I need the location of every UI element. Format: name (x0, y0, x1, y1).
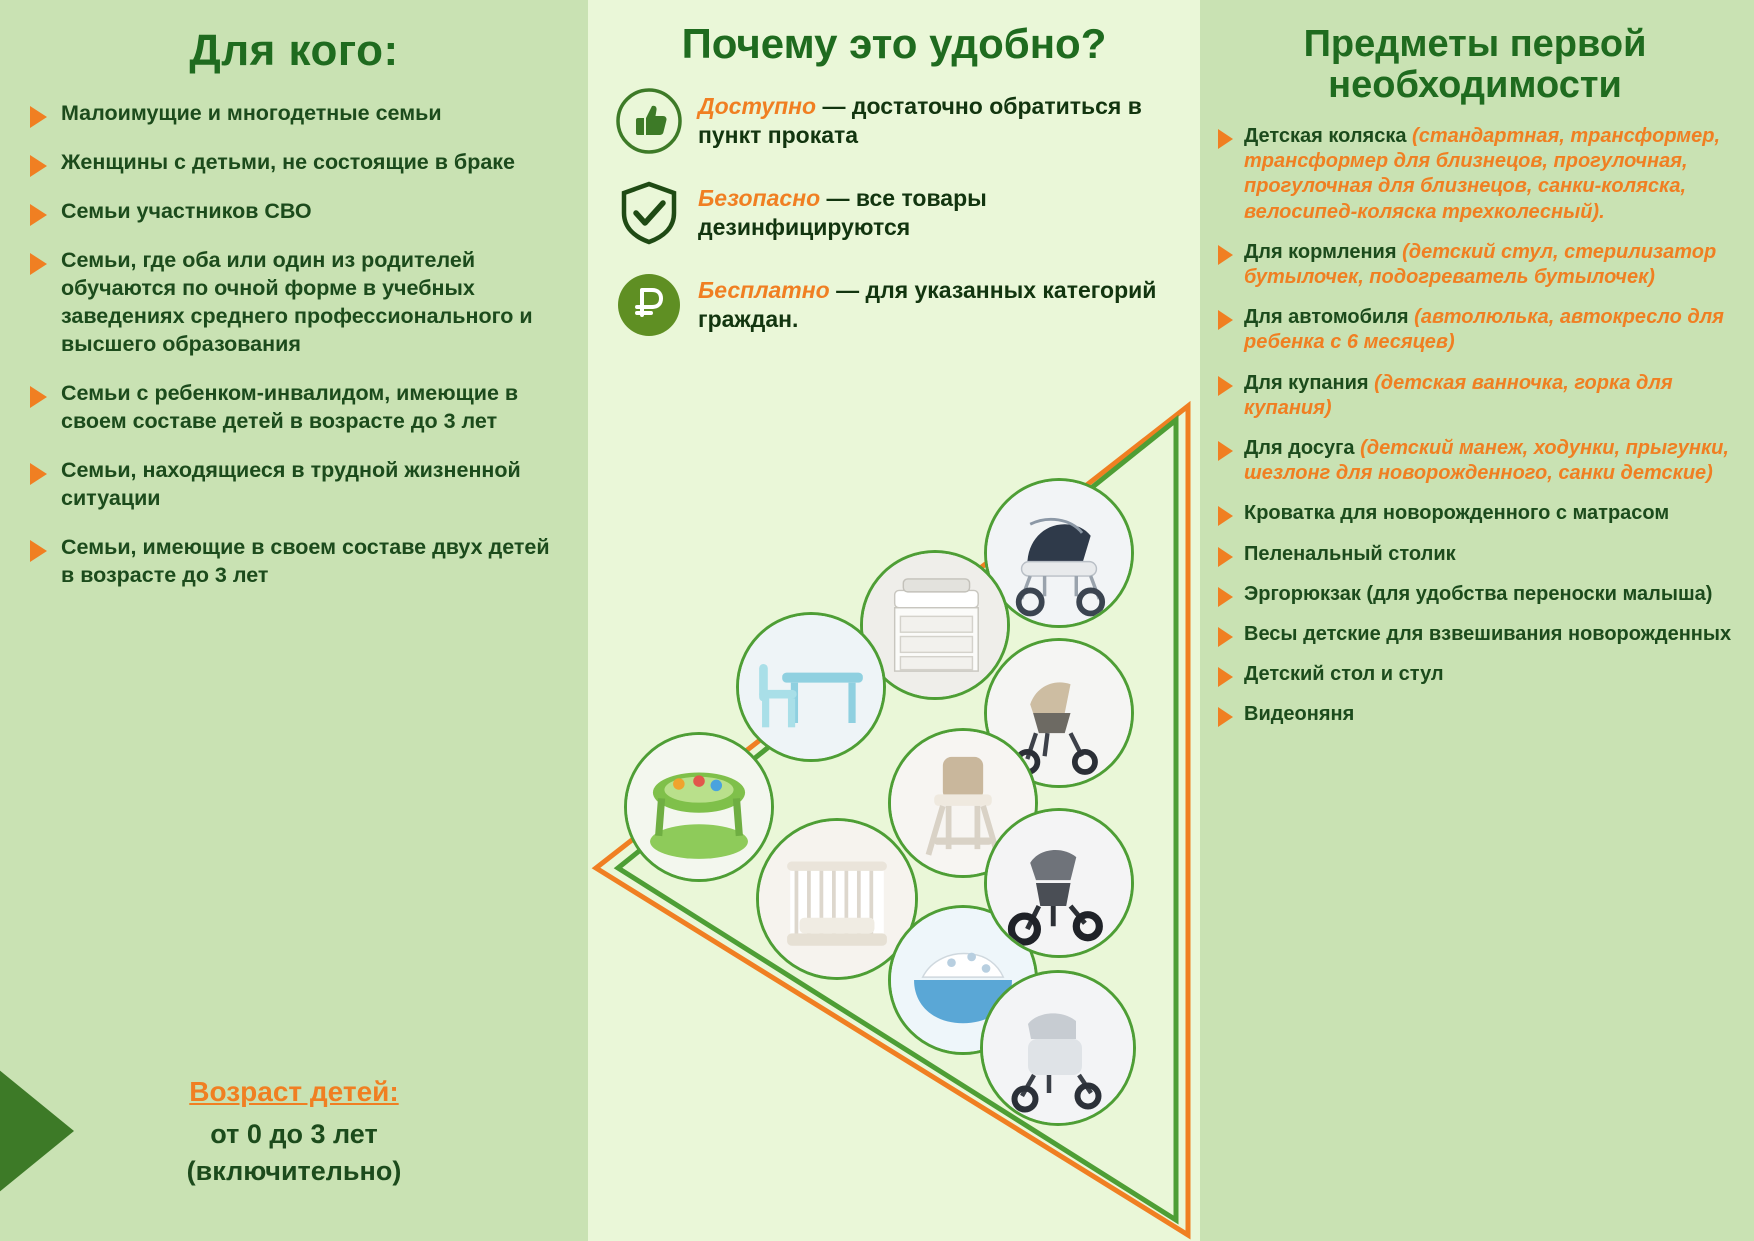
right-panel-title: Предметы первой необходимости (1303, 23, 1647, 107)
list-item-label: Семьи, находящиеся в трудной жизненной ситуации (61, 457, 521, 510)
list-item (30, 198, 558, 226)
list-item-label: Семьи, имеющие в своем составе двух детей в возрасте до 3 лет (61, 534, 550, 587)
arrow-bullet-icon (30, 540, 47, 562)
item-main: Для автомобиля (1244, 306, 1415, 329)
arrow-bullet-icon (1218, 667, 1233, 687)
product-photo-collage (588, 400, 1200, 1241)
item-text (1244, 622, 1731, 647)
item-text (1244, 582, 1712, 607)
arrow-bullet-icon (1218, 627, 1233, 647)
right-panel (1200, 0, 1754, 1241)
item-main: Для досуга (1244, 436, 1361, 459)
item-main: Эргорюкзак (для удобства переноски малыша) (1244, 582, 1713, 605)
age-callout-title: Возраст детей: (189, 1076, 399, 1108)
list-item-label: Семьи с ребенком-инвалидом, имеющие в своем составе детей в возрасте до 3 лет (61, 380, 519, 433)
left-panel-title: Для кого: (189, 26, 399, 75)
age-callout (0, 1076, 588, 1189)
list-item (1218, 542, 1732, 567)
item-main: Детский стол и стул (1244, 663, 1444, 686)
arrow-bullet-icon (1218, 506, 1233, 526)
item-text (1244, 240, 1732, 290)
benefit-keyword: Доступно (698, 93, 817, 120)
list-item-label: Малоимущие и многодетные семьи (61, 101, 442, 126)
arrow-bullet-icon (1218, 547, 1233, 567)
arrow-bullet-icon (1218, 707, 1233, 727)
list-item-label: Семьи, где оба или один из родителей обучаются по очной форме в учебных заведениях среднего профессионального и высшего образования (61, 248, 533, 356)
item-detail: (детская ванночка, горка для купания) (1244, 371, 1673, 419)
item-text (1244, 501, 1669, 526)
item-main: Весы детские для взвешивания новорожденных (1244, 622, 1732, 645)
list-item (1218, 582, 1732, 607)
item-detail: (детский манеж, ходунки, прыгунки, шезлонг для новорожденного, санки детские) (1244, 436, 1729, 485)
benefit-keyword: Бесплатно (698, 277, 830, 304)
arrow-bullet-icon (30, 463, 47, 485)
arrow-bullet-icon (1218, 310, 1233, 330)
arrow-bullet-icon (1218, 441, 1233, 461)
tricycle-photo (984, 808, 1134, 958)
list-item-label: Семьи участников СВО (61, 199, 312, 224)
benefit-body: достаточно обратиться в пункт проката (698, 93, 1142, 148)
list-item (30, 149, 558, 177)
benefit-item-safe (608, 180, 1180, 246)
item-text (1244, 702, 1354, 727)
list-item (30, 100, 558, 128)
arrow-bullet-icon (30, 204, 47, 226)
list-item (1218, 622, 1732, 647)
list-item (1218, 436, 1732, 486)
item-detail: (автолюлька, автокресло для ребенка с 6 месяцев) (1244, 306, 1724, 354)
arrow-bullet-icon (1218, 587, 1233, 607)
arrow-bullet-icon (1218, 245, 1233, 265)
benefit-text (698, 180, 1180, 242)
item-text (1244, 124, 1732, 225)
arrow-bullet-icon (30, 253, 47, 275)
eligibility-list (30, 100, 558, 589)
item-text (1244, 542, 1456, 567)
arrow-bullet-icon (30, 106, 47, 128)
item-main: Детская коляска (1244, 125, 1413, 148)
shield-check-icon (616, 180, 682, 246)
middle-panel-title: Почему это удобно? (681, 20, 1107, 67)
age-callout-range: от 0 до 3 лет (210, 1119, 378, 1150)
baby-walker-photo (624, 732, 774, 882)
list-item (1218, 501, 1732, 526)
benefit-text (698, 272, 1180, 334)
ruble-icon (616, 272, 682, 338)
item-text (1244, 662, 1444, 687)
kids-table-chair-photo (736, 612, 886, 762)
list-item (30, 457, 558, 513)
item-main: Для кормления (1244, 240, 1403, 263)
age-callout-note: (включительно) (186, 1155, 402, 1186)
list-item (30, 534, 558, 590)
list-item (1218, 240, 1732, 290)
list-item (1218, 702, 1732, 727)
arrow-bullet-icon (1218, 376, 1233, 396)
benefit-body: для указанных категорий граждан. (698, 277, 1157, 332)
arrow-bullet-icon (1218, 129, 1233, 149)
sled-stroller-photo (980, 970, 1136, 1126)
list-item (1218, 305, 1732, 355)
item-text (1244, 371, 1732, 421)
item-detail: (стандартная, трансформер, трансформер для близнецов, прогулочная, прогулочная для близнецов, санки-коляска, велосипед-коляска трехколесный). (1244, 125, 1720, 223)
list-item (30, 247, 558, 359)
item-main: Пеленальный столик (1244, 542, 1456, 565)
list-item-label: Женщины с детьми, не состоящие в браке (61, 150, 516, 175)
item-detail: (детский стул, стерилизатор бутылочек, подогреватель бутылочек) (1244, 240, 1717, 288)
thumbs-up-icon (616, 88, 682, 154)
arrow-bullet-icon (30, 155, 47, 177)
item-main: Для купания (1244, 371, 1375, 394)
benefit-body: все товары дезинфицируются (698, 185, 987, 240)
list-item (1218, 124, 1732, 225)
item-text (1244, 436, 1732, 486)
list-item (1218, 662, 1732, 687)
benefit-item-free (608, 272, 1180, 338)
benefit-text (698, 88, 1180, 150)
benefit-dash: — (820, 185, 856, 212)
item-main: Видеоняня (1244, 703, 1355, 726)
arrow-bullet-icon (30, 386, 47, 408)
left-panel (0, 0, 588, 1241)
list-item (1218, 371, 1732, 421)
item-text (1244, 305, 1732, 355)
benefit-dash: — (816, 93, 852, 120)
middle-panel (588, 0, 1200, 1241)
benefit-item-available (608, 88, 1180, 154)
list-item (30, 380, 558, 436)
item-main: Кроватка для новорожденного с матрасом (1244, 502, 1670, 525)
benefit-keyword: Безопасно (698, 185, 821, 212)
benefit-dash: — (829, 277, 866, 304)
